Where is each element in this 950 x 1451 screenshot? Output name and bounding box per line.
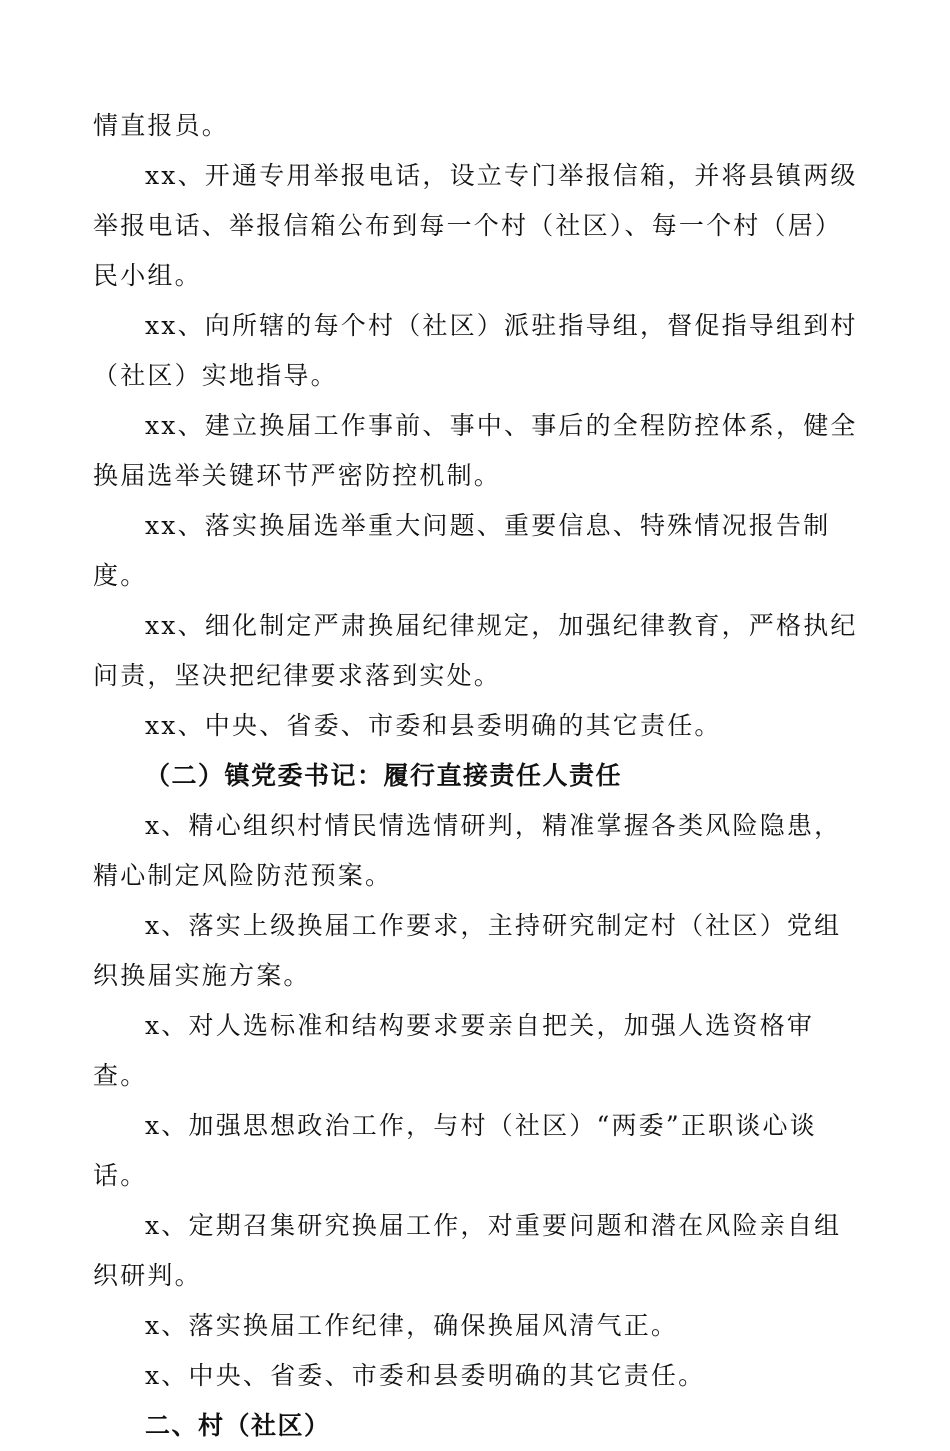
paragraph-discipline-rules: xx、细化制定严肃换届纪律规定，加强纪律教育，严格执纪问责，坚决把纪律要求落到实处。: [93, 611, 858, 690]
paragraph-political-work: x、加强思想政治工作，与村（社区）“两委”正职谈心谈话。: [93, 1111, 817, 1190]
paragraph-prevention-system: xx、建立换届工作事前、事中、事后的全程防控体系，健全换届选举关键环节严密防控机制。: [93, 411, 858, 490]
paragraph-continuation: 情直报员。: [93, 111, 230, 140]
section-heading-town-secretary: （二）镇党委书记：履行直接责任人责任: [145, 761, 623, 790]
paragraph-other-duties: xx、中央、省委、市委和县委明确的其它责任。: [145, 711, 722, 740]
document-body: [93, 101, 868, 1451]
paragraph-candidate-review: x、对人选标准和结构要求要亲自把关，加强人选资格审查。: [93, 1011, 815, 1090]
paragraph-reporting-system: xx、落实换届选举重大问题、重要信息、特殊情况报告制度。: [93, 511, 831, 590]
paragraph-report-hotline: xx、开通专用举报电话，设立专门举报信箱，并将县镇两级举报电话、举报信箱公布到每一个村（社区）、每一个村（居）民小组。: [93, 161, 858, 290]
paragraph-other-duties-2: x、中央、省委、市委和县委明确的其它责任。: [145, 1361, 706, 1390]
paragraph-regular-meetings: x、定期召集研究换届工作，对重要问题和潜在风险亲自组织研判。: [93, 1211, 842, 1290]
section-heading-village: 二、村（社区）: [145, 1411, 331, 1440]
paragraph-work-discipline: x、落实换届工作纪律，确保换届风清气正。: [145, 1311, 679, 1340]
paragraph-guidance-group: xx、向所辖的每个村（社区）派驻指导组，督促指导组到村（社区）实地指导。: [93, 311, 858, 390]
paragraph-risk-assessment: x、精心组织村情民情选情研判，精准掌握各类风险隐患，精心制定风险防范预案。: [93, 811, 842, 890]
paragraph-implementation-plan: x、落实上级换届工作要求，主持研究制定村（社区）党组织换届实施方案。: [93, 911, 842, 990]
